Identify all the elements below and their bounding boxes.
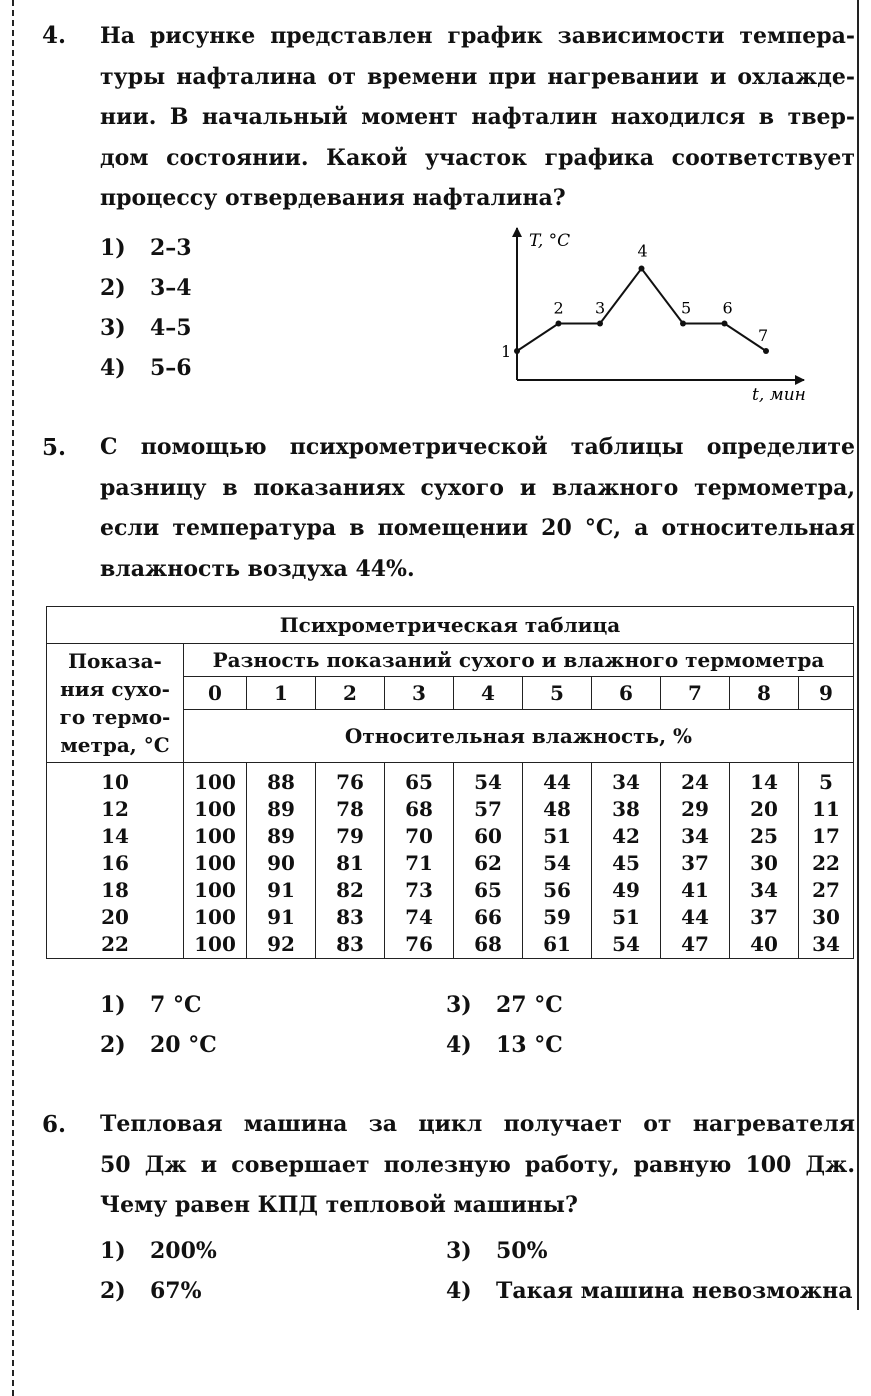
humidity-column	[247, 763, 316, 959]
question-line: Тепловая машина за цикл получает от нагревателя	[100, 1111, 855, 1137]
difference-value: 8	[730, 677, 799, 710]
point-label: 2	[553, 298, 564, 318]
humidity-value: 91	[267, 905, 295, 929]
humidity-value: 30	[812, 905, 840, 929]
humidity-column	[316, 763, 385, 959]
point-label: 3	[595, 298, 606, 318]
humidity-value: 70	[405, 824, 433, 848]
humidity-value: 57	[474, 797, 502, 821]
answer-option	[100, 1271, 202, 1311]
chart-point	[556, 321, 562, 327]
humidity-value: 100	[194, 905, 236, 929]
option-text: 5–6	[150, 355, 192, 381]
dry-temperature: 14	[101, 824, 129, 848]
point-label: 5	[681, 298, 692, 318]
question-line: дом состоянии. Какой участок графика соответствует	[100, 144, 855, 171]
difference-value: 5	[523, 677, 592, 710]
chart-point	[514, 348, 520, 354]
question-line: С помощью психрометрической таблицы определите	[100, 434, 855, 460]
answer-option	[446, 1025, 563, 1065]
answer-option	[446, 1271, 852, 1311]
humidity-value: 60	[474, 824, 502, 848]
answer-option	[100, 228, 192, 268]
humidity-value: 54	[474, 770, 502, 794]
humidity-value: 79	[336, 824, 364, 848]
answer-option	[100, 348, 192, 388]
difference-value: 0	[184, 677, 247, 710]
humidity-value: 34	[750, 878, 778, 902]
page-border	[857, 0, 859, 1310]
option-text: Такая машина невозможна	[496, 1278, 853, 1304]
humidity-column	[592, 763, 661, 959]
humidity-value: 89	[267, 824, 295, 848]
humidity-value: 82	[336, 878, 364, 902]
difference-value: 4	[454, 677, 523, 710]
answer-option	[100, 308, 192, 348]
temperature-time-chart	[480, 222, 820, 412]
question-line: туры нафталина от времени при нагревании и охлажде-	[100, 63, 855, 90]
option-number: 4)	[446, 1278, 472, 1304]
humidity-value: 22	[812, 851, 840, 875]
question-line: На рисунке представлен график зависимости темпера-	[100, 23, 855, 49]
chart-point	[639, 266, 645, 272]
humidity-value: 83	[336, 905, 364, 929]
difference-value: 9	[799, 677, 854, 710]
chart-point	[680, 321, 686, 327]
header-line: метра, °С	[60, 733, 170, 757]
humidity-value: 76	[405, 932, 433, 956]
chart-point	[722, 321, 728, 327]
humidity-value: 47	[681, 932, 709, 956]
humidity-column	[454, 763, 523, 959]
difference-value: 6	[592, 677, 661, 710]
question-line: нии. В начальный момент нафталин находился в твер-	[100, 104, 855, 130]
question-5-number: 5.	[42, 434, 67, 461]
answer-option	[100, 268, 192, 308]
point-label: 1	[501, 342, 512, 361]
point-label: 6	[722, 298, 733, 318]
option-text: 27 °С	[496, 992, 563, 1018]
y-axis-label: T, °C	[529, 231, 571, 251]
humidity-value: 24	[681, 770, 709, 794]
option-number: 2)	[100, 1278, 126, 1304]
humidity-value: 65	[474, 878, 502, 902]
humidity-value: 38	[612, 797, 640, 821]
humidity-value: 37	[750, 905, 778, 929]
humidity-value: 88	[267, 770, 295, 794]
humidity-value: 51	[543, 824, 571, 848]
header-line: ния сухо-	[60, 677, 170, 701]
question-line: 50 Дж и совершает полезную работу, равную 100 Дж.	[100, 1151, 855, 1178]
question-6-text	[100, 1104, 855, 1226]
point-label: 7	[758, 326, 769, 345]
humidity-value: 100	[194, 932, 236, 956]
humidity-value: 74	[405, 905, 433, 929]
header-line: Показа-	[68, 649, 162, 673]
option-text: 20 °С	[150, 1032, 217, 1058]
humidity-value: 40	[750, 932, 778, 956]
answer-option	[446, 1231, 548, 1271]
cut-line	[12, 0, 14, 1396]
question-4-number: 4.	[42, 22, 67, 49]
humidity-value: 27	[812, 878, 840, 902]
x-axis-label: t, мин	[752, 385, 806, 405]
question-line: процессу отвердевания нафталина?	[100, 185, 566, 211]
humidity-column	[385, 763, 454, 959]
option-number: 4)	[100, 355, 126, 381]
answer-option	[100, 985, 201, 1025]
dry-thermometer-header	[47, 644, 184, 763]
humidity-value: 90	[267, 851, 295, 875]
psychrometric-table	[46, 606, 854, 959]
humidity-value: 100	[194, 770, 236, 794]
difference-value: 3	[385, 677, 454, 710]
humidity-value: 54	[543, 851, 571, 875]
humidity-value: 14	[750, 770, 778, 794]
humidity-value: 20	[750, 797, 778, 821]
option-number: 1)	[100, 992, 126, 1018]
humidity-value: 34	[681, 824, 709, 848]
humidity-value: 83	[336, 932, 364, 956]
humidity-value: 89	[267, 797, 295, 821]
option-text: 13 °С	[496, 1032, 563, 1058]
humidity-value: 78	[336, 797, 364, 821]
humidity-header: Относительная влажность, %	[184, 710, 854, 763]
humidity-value: 34	[812, 932, 840, 956]
dry-temperature: 10	[101, 770, 129, 794]
humidity-value: 54	[612, 932, 640, 956]
humidity-value: 100	[194, 797, 236, 821]
chart-point	[597, 321, 603, 327]
dry-temperature: 20	[101, 905, 129, 929]
humidity-value: 66	[474, 905, 502, 929]
humidity-value: 61	[543, 932, 571, 956]
option-number: 3)	[446, 992, 472, 1018]
header-line: го термо-	[59, 705, 171, 729]
dry-temperature: 18	[101, 878, 129, 902]
humidity-value: 49	[612, 878, 640, 902]
option-text: 4–5	[150, 315, 192, 341]
humidity-value: 25	[750, 824, 778, 848]
dry-temperature: 22	[101, 932, 129, 956]
option-number: 3)	[100, 315, 126, 341]
humidity-column	[661, 763, 730, 959]
humidity-value: 42	[612, 824, 640, 848]
question-5-text	[100, 427, 855, 589]
humidity-value: 92	[267, 932, 295, 956]
option-number: 4)	[446, 1032, 472, 1058]
option-text: 3–4	[150, 275, 192, 301]
question-line: Чему равен КПД тепловой машины?	[100, 1192, 578, 1218]
humidity-value: 5	[819, 770, 833, 794]
question-line: разницу в показаниях сухого и влажного термометра,	[100, 474, 855, 501]
humidity-value: 100	[194, 851, 236, 875]
humidity-value: 37	[681, 851, 709, 875]
question-6-number: 6.	[42, 1111, 67, 1138]
difference-value: 7	[661, 677, 730, 710]
question-line: влажность воздуха 44%.	[100, 555, 415, 582]
answer-option	[100, 1025, 217, 1065]
humidity-value: 17	[812, 824, 840, 848]
humidity-value: 45	[612, 851, 640, 875]
humidity-value: 34	[612, 770, 640, 794]
option-text: 7 °С	[150, 992, 202, 1018]
answer-option	[446, 985, 563, 1025]
option-number: 3)	[446, 1238, 472, 1264]
humidity-column	[799, 763, 854, 959]
humidity-value: 76	[336, 770, 364, 794]
humidity-value: 100	[194, 824, 236, 848]
point-label: 4	[637, 241, 648, 261]
option-number: 2)	[100, 275, 126, 301]
humidity-value: 44	[681, 905, 709, 929]
option-number: 2)	[100, 1032, 126, 1058]
difference-value: 2	[316, 677, 385, 710]
dry-temperature-column	[47, 763, 184, 959]
humidity-value: 59	[543, 905, 571, 929]
humidity-value: 81	[336, 851, 364, 875]
humidity-value: 62	[474, 851, 502, 875]
humidity-value: 65	[405, 770, 433, 794]
difference-header: Разность показаний сухого и влажного термометра	[184, 644, 854, 677]
question-4-text	[100, 16, 855, 219]
answer-option	[100, 1231, 217, 1271]
humidity-value: 48	[543, 797, 571, 821]
option-text: 50%	[496, 1238, 548, 1264]
humidity-value: 68	[405, 797, 433, 821]
humidity-column	[184, 763, 247, 959]
humidity-column	[730, 763, 799, 959]
humidity-value: 51	[612, 905, 640, 929]
humidity-value: 68	[474, 932, 502, 956]
question-line: если температура в помещении 20 °С, а относительная	[100, 515, 855, 541]
option-text: 67%	[150, 1278, 202, 1304]
table-title: Психрометрическая таблица	[47, 607, 854, 644]
option-number: 1)	[100, 235, 126, 261]
dry-temperature: 12	[101, 797, 129, 821]
humidity-value: 29	[681, 797, 709, 821]
option-text: 200%	[150, 1238, 217, 1264]
chart-point	[763, 348, 769, 354]
humidity-value: 44	[543, 770, 571, 794]
humidity-value: 11	[812, 797, 840, 821]
humidity-value: 41	[681, 878, 709, 902]
humidity-value: 56	[543, 878, 571, 902]
option-number: 1)	[100, 1238, 126, 1264]
humidity-column	[523, 763, 592, 959]
humidity-value: 30	[750, 851, 778, 875]
dry-temperature: 16	[101, 851, 129, 875]
humidity-value: 73	[405, 878, 433, 902]
humidity-value: 71	[405, 851, 433, 875]
difference-value: 1	[247, 677, 316, 710]
humidity-value: 100	[194, 878, 236, 902]
humidity-value: 91	[267, 878, 295, 902]
option-text: 2–3	[150, 235, 192, 261]
